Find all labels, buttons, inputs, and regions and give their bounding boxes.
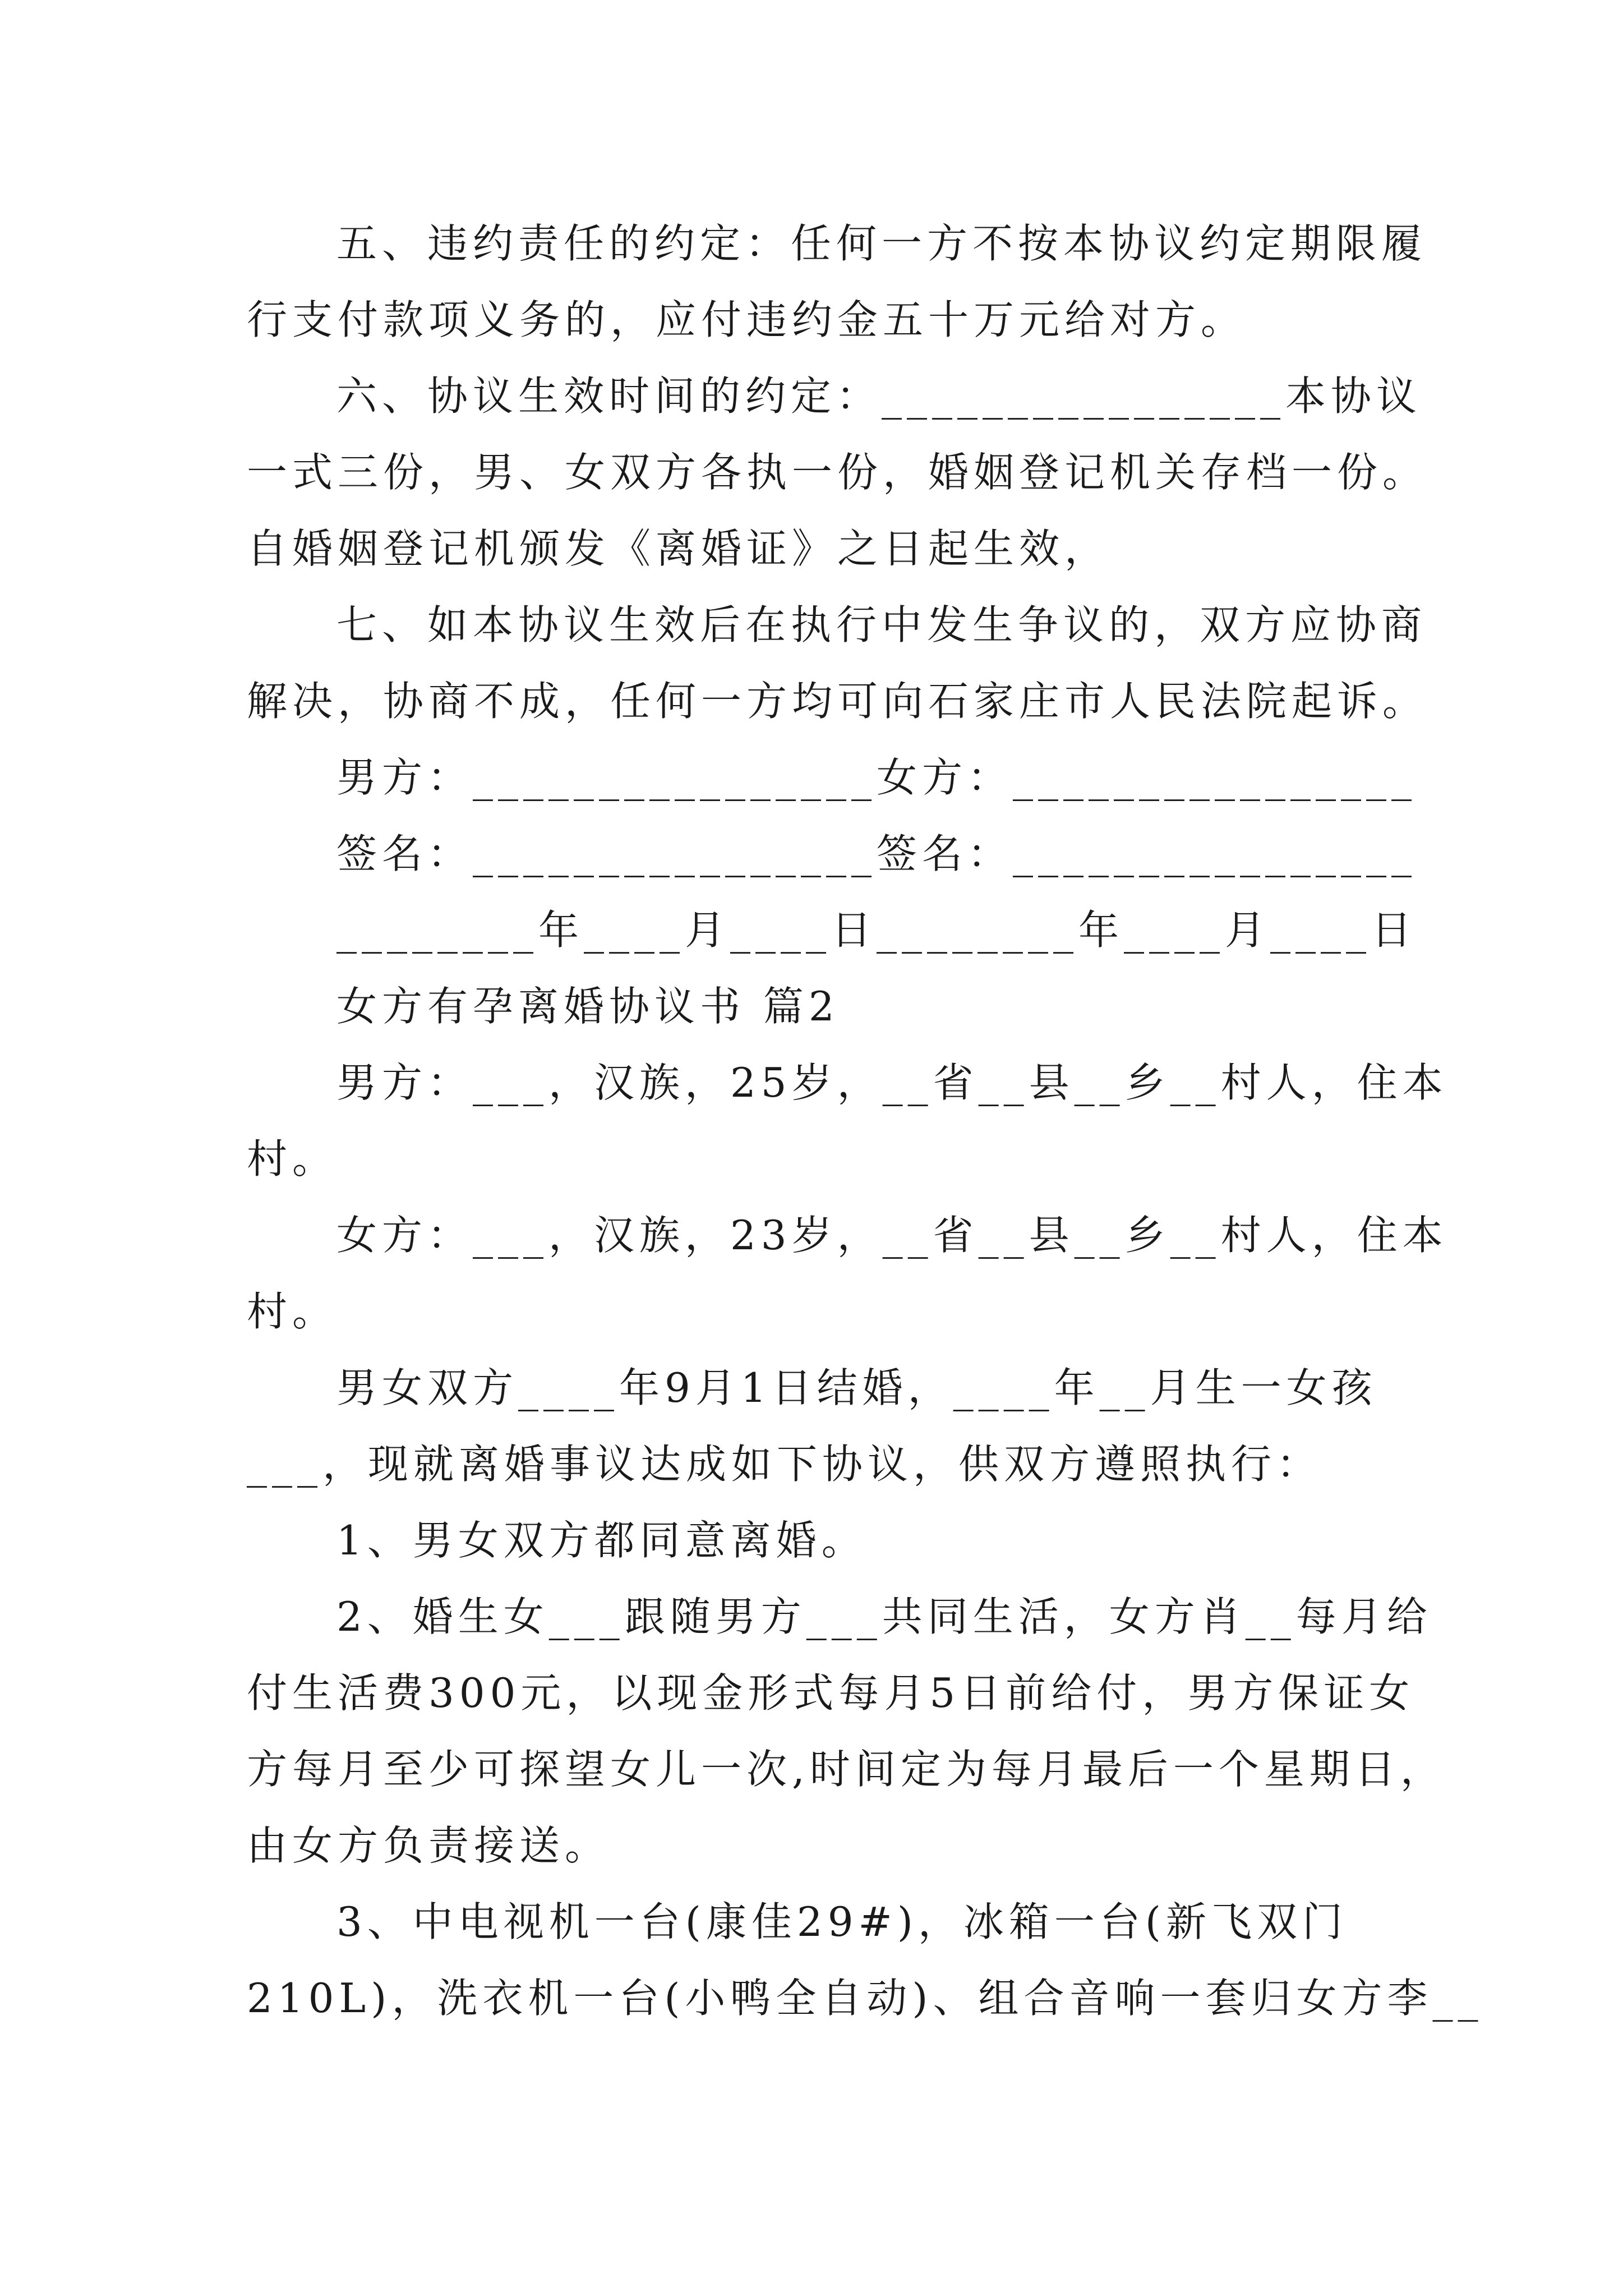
text-line: ___，现就离婚事议达成如下协议，供双方遵照执行：: [247, 1441, 1322, 1488]
text-line: 六、协议生效时间的约定：________________本协议: [336, 372, 1422, 420]
text-line: 3、中电视机一台(康佳29#)，冰箱一台(新飞双门: [336, 1898, 1348, 1945]
text-line: 自婚姻登记机颁发《离婚证》之日起生效，: [247, 525, 1110, 572]
text-line: 七、如本协议生效后在执行中发生争议的，双方应协商: [336, 601, 1427, 648]
text-line: 男方：___，汉族，25岁，__省__县__乡__村人，住本: [336, 1059, 1448, 1106]
text-line: 签名：________________签名：________________: [336, 830, 1417, 877]
text-line: 1、男女双方都同意离婚。: [336, 1517, 867, 1564]
text-line: 2、婚生女___跟随男方___共同生活，女方肖__每月给: [336, 1593, 1432, 1640]
text-line: 男女双方____年9月1日结婚，____年__月生一女孩: [336, 1364, 1377, 1411]
text-line: 210L)，洗衣机一台(小鸭全自动)、组合音响一套归女方李__: [247, 1975, 1483, 2022]
text-line: 由女方负责接送。: [247, 1822, 611, 1869]
text-line: 付生活费300元，以现金形式每月5日前给付，男方保证女: [247, 1669, 1415, 1717]
text-line: 女方：___，汉族，23岁，__省__县__乡__村人，住本: [336, 1212, 1448, 1259]
text-line: ________年____月____日________年____月____日: [336, 907, 1417, 954]
text-line: 村。: [247, 1288, 338, 1335]
text-line: 方每月至少可探望女儿一次,时间定为每月最后一个星期日，: [247, 1746, 1446, 1793]
text-line: 行支付款项义务的，应付违约金五十万元给对方。: [247, 296, 1247, 343]
text-line: 一式三份，男、女双方各执一份，婚姻登记机关存档一份。: [247, 449, 1428, 496]
text-line: 五、违约责任的约定：任何一方不按本协议约定期限履: [336, 220, 1427, 267]
text-line: 解决，协商不成，任何一方均可向石家庄市人民法院起诉。: [247, 678, 1428, 725]
text-line: 男方：________________女方：________________: [336, 754, 1417, 801]
section-title: 女方有孕离婚协议书 篇2: [336, 983, 840, 1030]
text-line: 村。: [247, 1135, 338, 1182]
